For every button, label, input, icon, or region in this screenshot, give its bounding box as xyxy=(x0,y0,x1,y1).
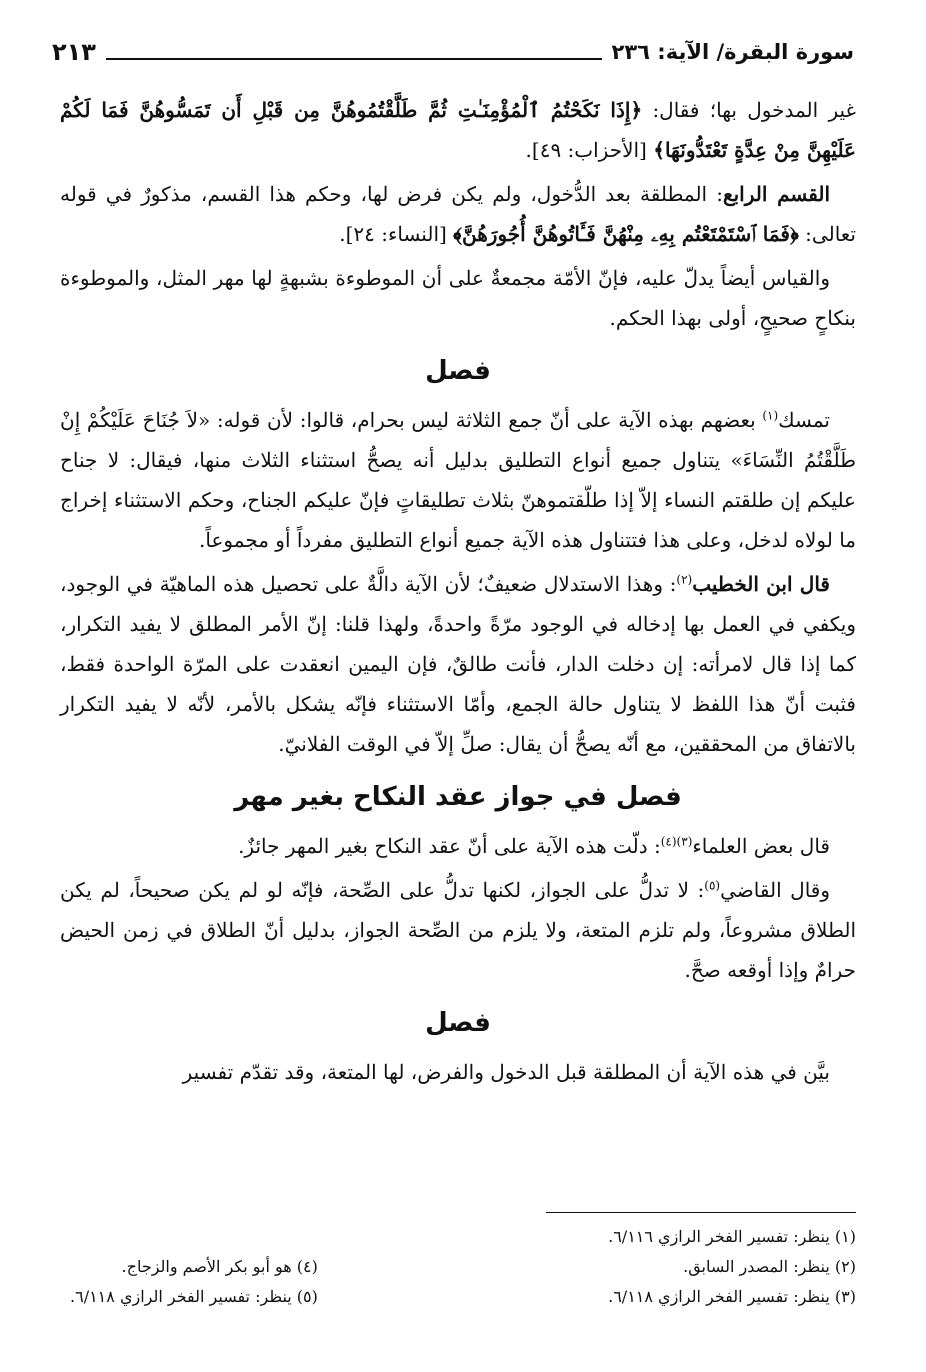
footnote-ref-1: (١) xyxy=(762,408,779,423)
paragraph-7 xyxy=(60,870,856,990)
quote-lead-ibn-khatib: قال ابن الخطيب xyxy=(692,572,830,596)
quran-quote-ahzab: ﴿إِذَا نَكَحْتُمُ ٱلْمُؤْمِنَـٰتِ ثُمَّ طَلَّقْتُمُوهُنَّ مِن قَبْلِ أَن تَمَسُّوهُنَّ فَمَا لَكُمْ عَلَيْهِنَّ مِنْ عِدَّةٍ تَعْتَدُّونَهَا﴾ xyxy=(60,98,856,162)
footnote-4: (٤) هو أبو بكر الأصم والزجاج. xyxy=(121,1257,318,1276)
page-header xyxy=(52,30,854,74)
main-text xyxy=(60,90,856,1096)
footnote-ref-3-4: (٣)(٤) xyxy=(660,834,693,849)
section-heading-1: فصل xyxy=(425,356,491,386)
quran-ref-nisa: [النساء: ٢٤]. xyxy=(339,222,454,246)
section-heading-2: فصل في جواز عقد النكاح بغير مهر xyxy=(234,782,682,812)
footnote-rule xyxy=(546,1212,856,1213)
quran-ref-ahzab: [الأحزاب: ٤٩]. xyxy=(525,138,654,162)
footnotes xyxy=(60,1222,856,1312)
footnote-5: (٥) ينظر: تفسير الفخر الرازي ٦/١١٨. xyxy=(70,1287,318,1306)
footnote-3: (٣) ينظر: تفسير الفخر الرازي ٦/١١٨. xyxy=(608,1287,856,1306)
header-rule xyxy=(106,58,602,60)
paragraph-1-text: غير المدخول بها؛ فقال: xyxy=(642,98,856,122)
footnotes-column-left xyxy=(60,1222,318,1312)
footnote-ref-2: (٢) xyxy=(676,572,693,587)
footnote-2: (٢) ينظر: المصدر السابق. xyxy=(683,1257,856,1276)
paragraph-4 xyxy=(60,400,856,560)
footnote-1: (١) ينظر: تفسير الفخر الرازي ٦/١١٦. xyxy=(608,1227,856,1246)
paragraph-4-text: بعضهم بهذه الآية على أنّ جمع الثلاثة ليس بحرام، قالوا: لأن قوله: «لاَ جُنَاحَ عَلَيْكُمْ إِنْ طَلَّقْتُمُ النِّسَاءَ» يتناول جميع أنواع التطليق بدليل أنه يصحُّ استثناء الثلاث منها، فيقال: لا جناح عليكم إن طلقتم النساء إلاّ إذا طلّقتموهنّ بثلاث تطليقاتٍ فإنّ عليكم الجناح، وحكم الاستثناء إخراج ما لولاه لدخل، وعلى هذا فتتناول هذه الآية جميع أنواع التطليق مفرداً أو مجموعاً. xyxy=(60,408,857,552)
paragraph-4-start: تمسك xyxy=(778,408,830,432)
footnote-ref-5: (٥) xyxy=(704,878,721,893)
paragraph-8: بيَّن في هذه الآية أن المطلقة قبل الدخول والفرض، لها المتعة، وقد تقدّم تفسير xyxy=(182,1060,830,1084)
paragraph-5-text: : وهذا الاستدلال ضعيفٌ؛ لأن الآية دالَّةٌ على تحصيل هذه الماهيّة في الوجود، ويكفي في العمل بها إدخاله في الوجود مرّةً واحدةً، ولهذا قلنا: إنّ الأمر المطلق لا يفيد التكرار، كما إذا قال لامرأته: إن دخلت الدار، فأنت طالقٌ، فإن اليمين انعقدت على المرّة الواحدة فقط، فثبت أنّ هذا اللفظ لا يتناول حالة الجمع، وأمّا الاستثناء فإنّه يشكل بالأمر، لأنّه لا يفيد التكرار بالاتفاق من المحققين، مع أنّه يصحُّ أن يقال: صلِّ إلاّ في الوقت الفلانيّ. xyxy=(60,572,856,756)
paragraph-7-start: وقال القاضي xyxy=(720,878,831,902)
paragraph-1 xyxy=(60,90,856,170)
section-heading-3: فصل xyxy=(425,1008,491,1038)
paragraph-2-text: : المطلقة بعد الدُّخول، ولم يكن فرض لها، وحكم هذا القسم، مذكورٌ في قوله تعالى: xyxy=(60,182,856,246)
footnotes-column-right xyxy=(608,1222,856,1312)
paragraph-2 xyxy=(60,174,856,254)
paragraph-3: والقياس أيضاً يدلّ عليه، فإنّ الأمّة مجمعةٌ على أن الموطوءة بشبهةٍ لها مهر المثل، والموطوءة بنكاحٍ صحيحٍ، أولى بهذا الحكم. xyxy=(60,266,856,330)
paragraph-6-start: قال بعض العلماء xyxy=(692,834,830,858)
running-title: سورة البقرة/ الآية: ٢٣٦ xyxy=(611,40,854,64)
page-number: ٢١٣ xyxy=(52,38,96,66)
paragraph-6 xyxy=(60,826,856,866)
paragraph-7-text: : لا تدلُّ على الجواز، لكنها تدلُّ على الصِّحة، فإنّه لو لم يكن صحيحاً، لم يكن الطلاق مشروعاً، ولم تلزم المتعة، ولا يلزم من الصِّحة الجواز، بدليل أنّ الطلاق في زمن الحيض حرامٌ وإذا أوقعه صحَّ. xyxy=(60,878,856,982)
paragraph-6-text: : دلّت هذه الآية على أنّ عقد النكاح بغير المهر جائزٌ. xyxy=(238,834,661,858)
quran-quote-nisa: ﴿فَمَا ٱسْتَمْتَعْتُم بِهِۦ مِنْهُنَّ فَـَٔاتُوهُنَّ أُجُورَهُنَّ﴾ xyxy=(453,222,799,246)
section-lead-fourth: القسم الرابع xyxy=(722,182,830,206)
paragraph-5 xyxy=(60,564,856,764)
